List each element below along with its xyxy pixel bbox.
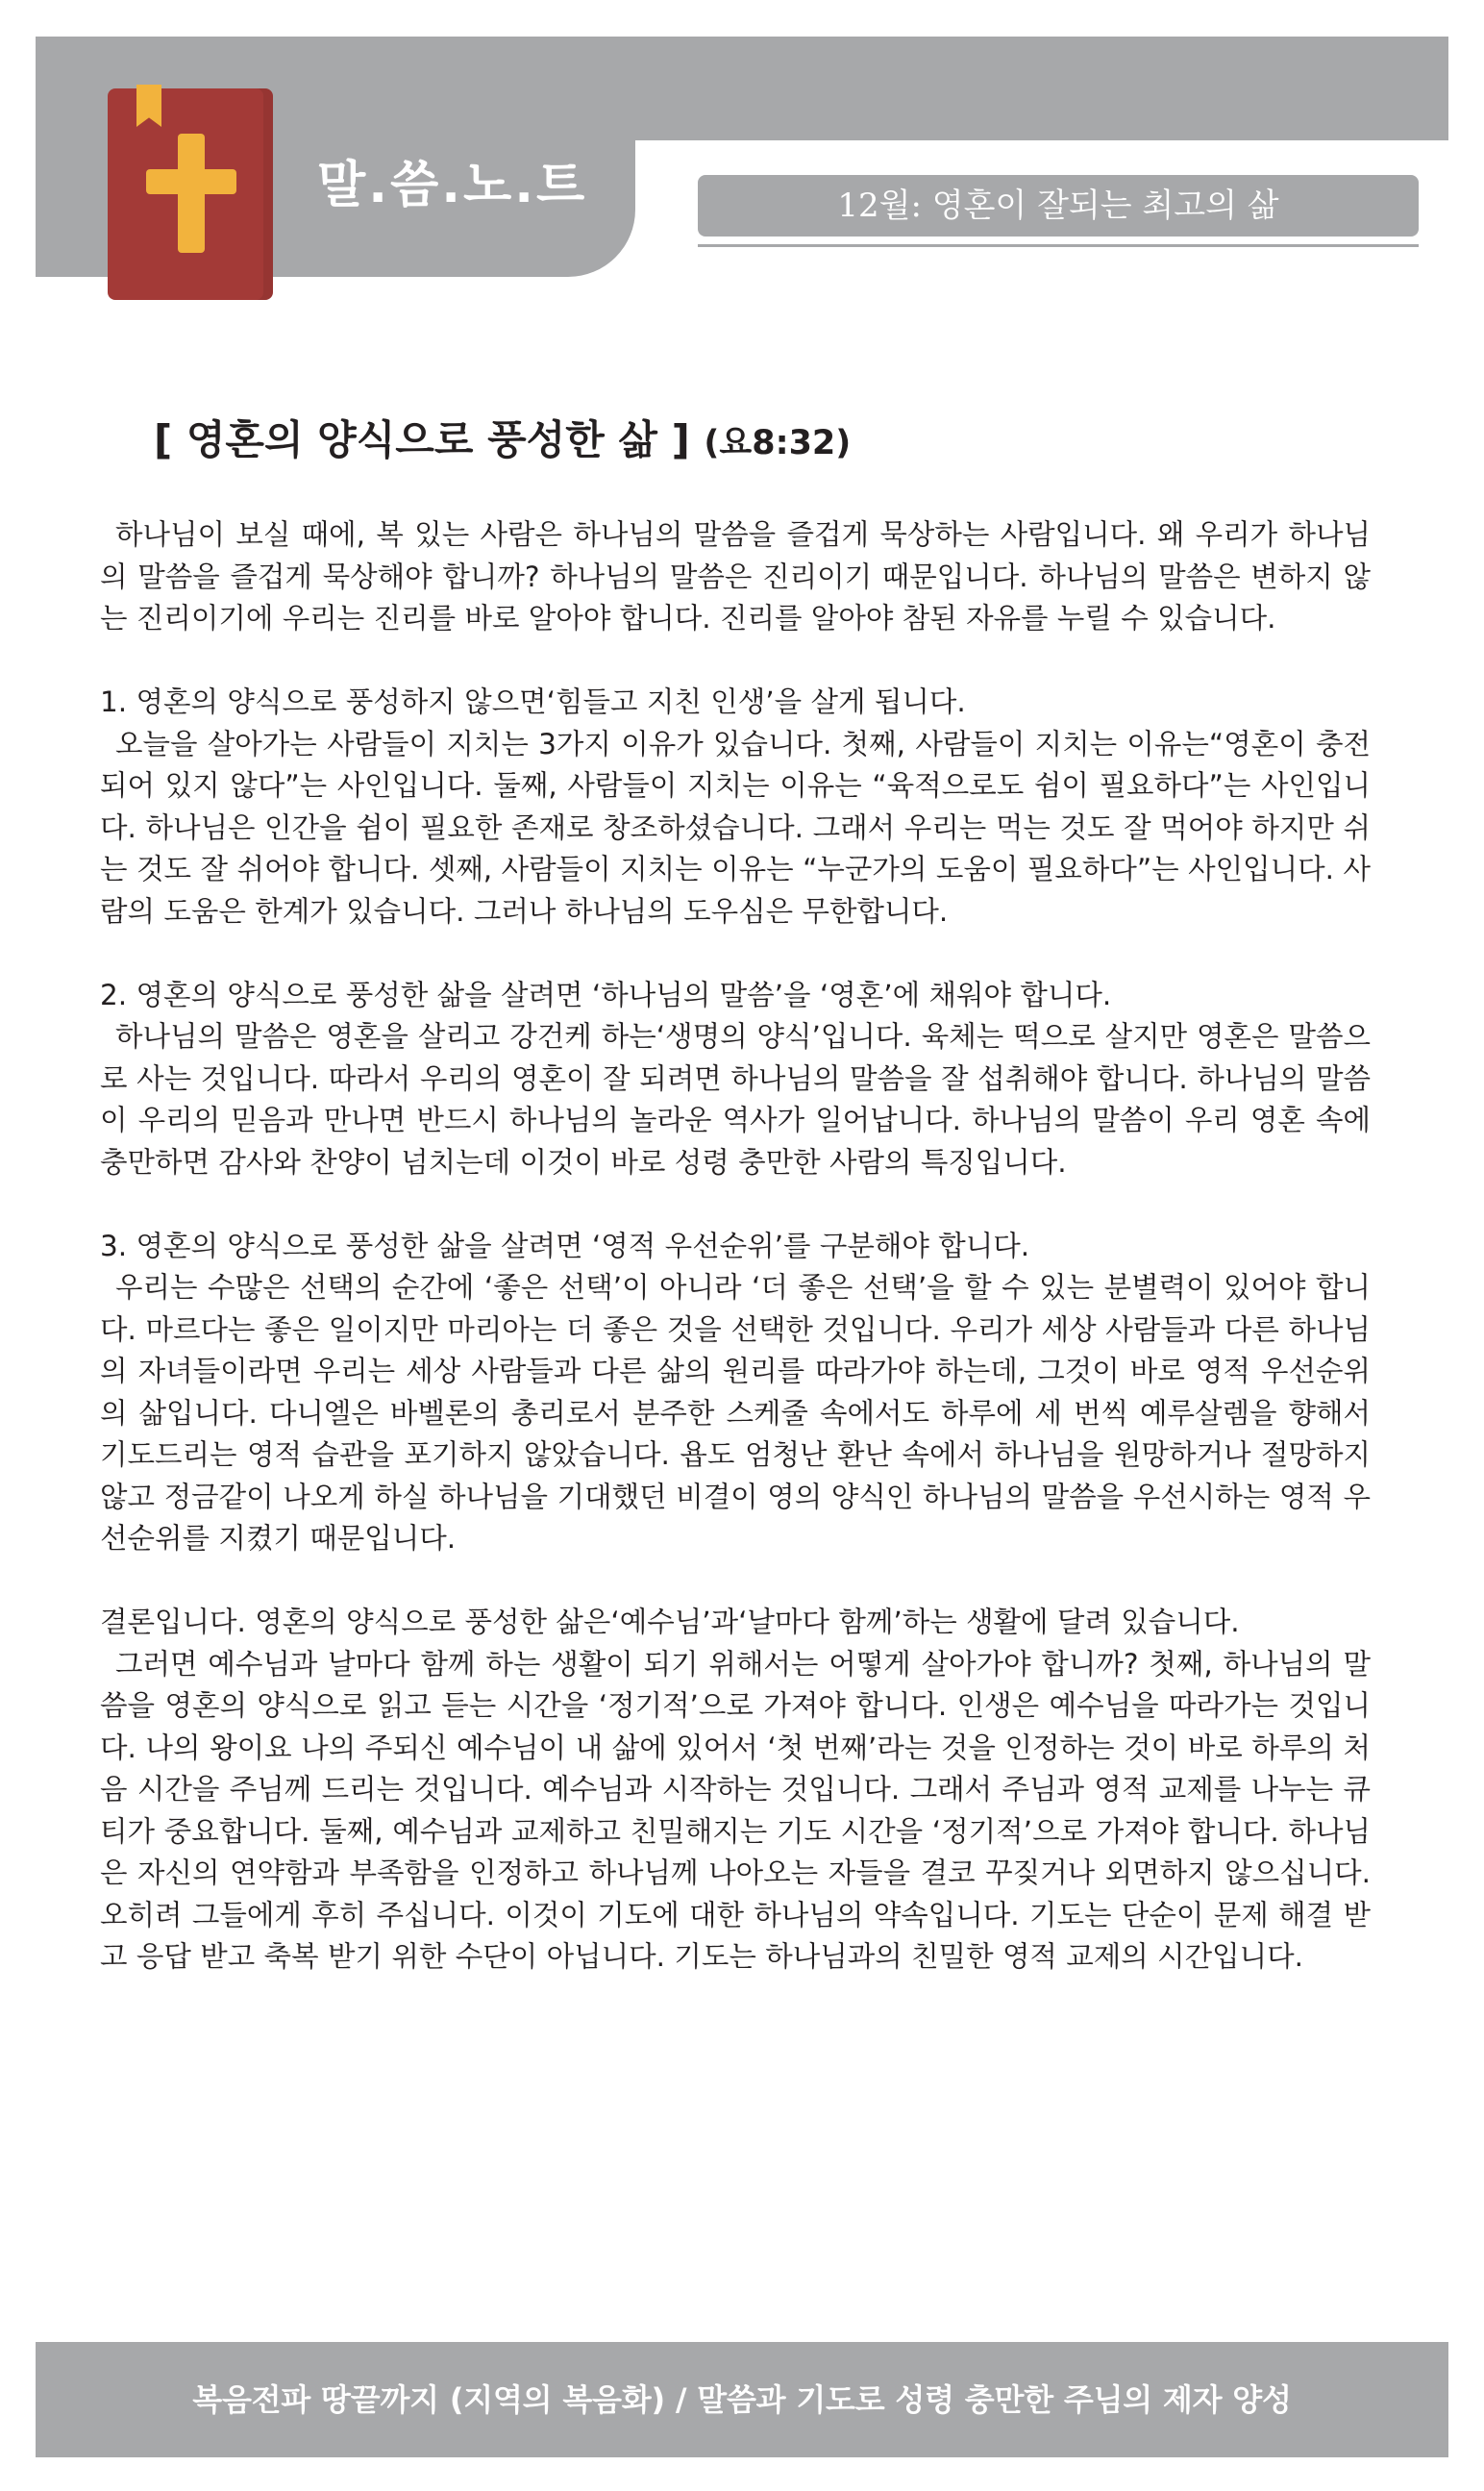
conclusion-body <box>100 1644 1371 1979</box>
paragraph-gap <box>100 640 1371 683</box>
bible-cross-icon <box>108 88 273 300</box>
section-1-text: 오늘을 살아가는 사람들이 지치는 3가지 이유가 있습니다. 첫째, 사람들이 지치는 이유는“영혼이 충전되어 있지 않다”는 사인입니다. 둘째, 사람들이 지치는 이유는 “육적으로도 쉼이 필요하다”는 사인입니다. 하나님은 인간을 쉼이 필요한 존재로 창조하셨습니다. 그래서 우리는 먹는 것도 잘 먹어야 하지만 쉬는 것도 잘 쉬어야 합니다. 셋째, 사람들이 지치는 이유는 “누군가의 도움이 필요하다”는 사인입니다. 사람의 도움은 한계가 있습니다. 그러나 하나님의 도우심은 무한합니다. <box>100 727 1371 928</box>
section-1-heading: 1. 영혼의 양식으로 풍성하지 않으면‘힘들고 지친 인생’을 살게 됩니다. <box>100 685 966 718</box>
paragraph-gap <box>100 1560 1371 1603</box>
bookmark-ribbon-icon <box>136 85 161 127</box>
conclusion-text: 그러면 예수님과 날마다 함께 하는 생활이 되기 위해서는 어떻게 살아가야 합니까? 첫째, 하나님의 말씀을 영혼의 양식으로 읽고 듣는 시간을 ‘정기적’으로 가져야 합니다. 인생은 예수님을 따라가는 것입니다. 나의 왕이요 나의 주되신 예수님이 내 삶에 있어서 ‘첫 번째’라는 것을 인정하는 것이 바로 하루의 처음 시간을 주님께 드리는 것입니다. 예수님과 시작하는 것입니다. 그래서 주님과 영적 교제를 나누는 큐티가 중요합니다. 둘째, 예수님과 교제하고 친밀해지는 기도 시간을 ‘정기적’으로 가져야 합니다. 하나님은 자신의 연약함과 부족함을 인정하고 하나님께 나아오는 자들을 결코 꾸짖거나 외면하지 않으십니다. 오히려 그들에게 후히 주십니다. 이것이 기도에 대한 하나님의 약속입니다. 기도는 단순이 문제 해결 받고 응답 받고 축복 받기 위한 수단이 아닙니다. 기도는 하나님과의 친밀한 영적 교제의 시간입니다. <box>100 1647 1371 1973</box>
paragraph-gap <box>100 1183 1371 1226</box>
intro-text: 하나님이 보실 때에, 복 있는 사람은 하나님의 말씀을 즐겁게 묵상하는 사람입니다. 왜 우리가 하나님의 말씀을 즐겁게 묵상해야 합니까? 하나님의 말씀은 진리이기 때문입니다. 하나님의 말씀은 변하지 않는 진리이기에 우리는 진리를 바로 알아야 합니다. 진리를 알아야 참된 자유를 누릴 수 있습니다. <box>100 518 1371 635</box>
paragraph-gap <box>100 933 1371 975</box>
section-2-heading: 2. 영혼의 양식으로 풍성한 삶을 살려면 ‘하나님의 말씀’을 ‘영혼’에 채워야 합니다. <box>100 978 1112 1011</box>
section-2-text: 하나님의 말씀은 영혼을 살리고 강건케 하는‘생명의 양식’입니다. 육체는 떡으로 살지만 영혼은 말씀으로 사는 것입니다. 따라서 우리의 영혼이 잘 되려면 하나님의 말씀을 잘 섭취해야 합니다. 하나님의 말씀이 우리의 믿음과 만나면 반드시 하나님의 놀라운 역사가 일어납니다. 하나님의 말씀이 우리 영혼 속에 충만하면 감사와 찬양이 넘치는데 이것이 바로 성령 충만한 사람의 특징입니다. <box>100 1020 1371 1179</box>
article-title-text: [ 영혼의 양식으로 풍성한 삶 ] <box>154 416 690 463</box>
intro-paragraph <box>100 514 1371 640</box>
conclusion-heading: 결론입니다. 영혼의 양식으로 풍성한 삶은‘예수님’과‘날마다 함께’하는 생활에 달려 있습니다. <box>100 1606 1240 1638</box>
article-title <box>154 413 851 470</box>
section-3-text: 우리는 수많은 선택의 순간에 ‘좋은 선택’이 아니라 ‘더 좋은 선택’을 할 수 있는 분별력이 있어야 합니다. 마르다는 좋은 일이지만 마리아는 더 좋은 것을 선택한 것입니다. 우리가 세상 사람들과 다른 하나님의 자녀들이라면 우리는 세상 사람들과 다른 삶의 원리를 따라가야 하는데, 그것이 바로 영적 우선순위의 삶입니다. 다니엘은 바벨론의 총리로서 분주한 스케줄 속에서도 하루에 세 번씩 예루살렘을 향해서 기도드리는 영적 습관을 포기하지 않았습니다. 욥도 엄청난 환난 속에서 하나님을 원망하거나 절망하지 않고 정금같이 나오게 하실 하나님을 기대했던 비결이 영의 양식인 하나님의 말씀을 우선시하는 영적 우선순위를 지켰기 때문입니다. <box>100 1271 1371 1555</box>
section-1-body <box>100 724 1371 934</box>
section-3-body <box>100 1267 1371 1560</box>
scripture-reference: (요8:32) <box>704 424 852 462</box>
section-2-body <box>100 1016 1371 1183</box>
banner-underline <box>698 244 1419 247</box>
cross-horizontal-bar <box>146 169 236 194</box>
footer-banner: 복음전파 땅끝까지 (지역의 복음화) / 말씀과 기도로 성령 충만한 주님의 제자 양성 <box>36 2342 1448 2457</box>
brand-title: 말.씀.노.트 <box>317 157 588 214</box>
section-3-heading: 3. 영혼의 양식으로 풍성한 삶을 살려면 ‘영적 우선순위’를 구분해야 합니다. <box>100 1229 1030 1262</box>
month-theme-banner: 12월: 영혼이 잘되는 최고의 삶 <box>698 175 1419 237</box>
article-body <box>100 514 1371 1979</box>
